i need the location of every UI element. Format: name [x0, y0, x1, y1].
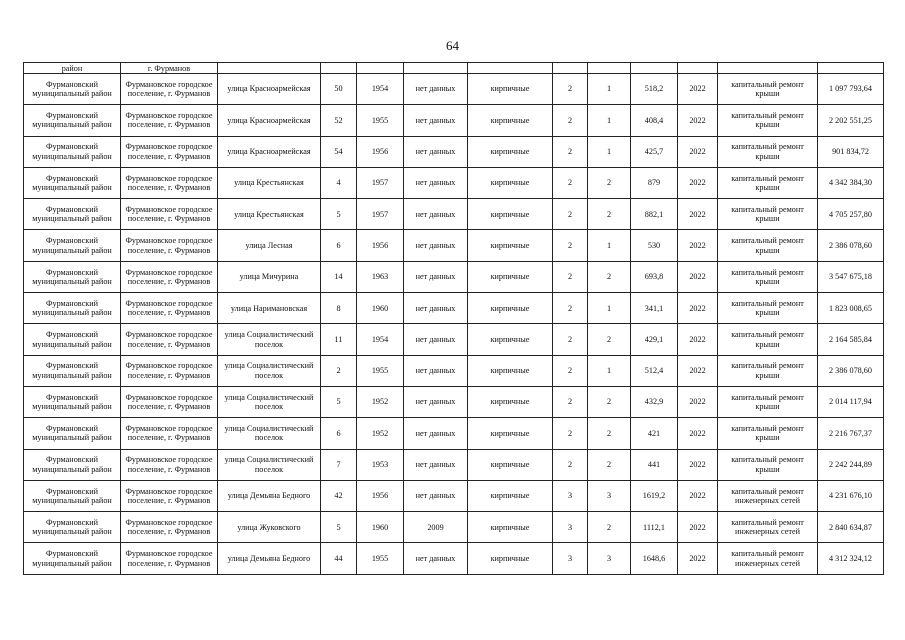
page-number: 64 — [446, 38, 459, 53]
cell-entrances: 1 — [588, 293, 631, 324]
cell-plan-year: 2022 — [678, 355, 718, 386]
cell-cost: 2 202 551,25 — [818, 105, 884, 136]
table-row — [24, 199, 884, 230]
cell-area: 1619,2 — [631, 480, 678, 511]
cell-work: капитальный ремонт крыши — [718, 355, 818, 386]
cell-cost: 3 547 675,18 — [818, 261, 884, 292]
cell-entrances: 2 — [588, 167, 631, 198]
table-row — [24, 105, 884, 136]
cell-renovation: нет данных — [404, 230, 468, 261]
cell-area: 1112,1 — [631, 512, 678, 543]
cell-work: капитальный ремонт крыши — [718, 386, 818, 417]
cell-street: улица Красноармейская — [218, 74, 321, 105]
cell-entrances: 1 — [588, 136, 631, 167]
cell-settlement: Фурмановское городское поселение, г. Фурманов — [121, 449, 218, 480]
cell-walls: кирпичные — [468, 355, 553, 386]
cell-walls: кирпичные — [468, 74, 553, 105]
cell-work: капитальный ремонт крыши — [718, 136, 818, 167]
cell-area: 429,1 — [631, 324, 678, 355]
cell-plan-year: 2022 — [678, 543, 718, 574]
cell-floors: 2 — [553, 449, 588, 480]
cell-settlement: Фурмановское городское поселение, г. Фурманов — [121, 293, 218, 324]
cell-entrances: 1 — [588, 230, 631, 261]
cell-work: капитальный ремонт крыши — [718, 105, 818, 136]
cell-entrances: 2 — [588, 199, 631, 230]
cell-renovation: нет данных — [404, 167, 468, 198]
cell-cost: 4 342 384,30 — [818, 167, 884, 198]
cell-area: 432,9 — [631, 386, 678, 417]
cell-renovation: нет данных — [404, 449, 468, 480]
cell-district: Фурмановский муниципальный район — [24, 167, 121, 198]
cell-floors: 2 — [553, 355, 588, 386]
cell-street: улица Крестьянская — [218, 199, 321, 230]
cell-work: капитальный ремонт крыши — [718, 199, 818, 230]
cell-area: 882,1 — [631, 199, 678, 230]
cell-renovation: нет данных — [404, 324, 468, 355]
cell-year: 1956 — [357, 230, 404, 261]
table-row — [24, 512, 884, 543]
cell-renovation: нет данных — [404, 261, 468, 292]
cell-cost: 901 834,72 — [818, 136, 884, 167]
cell-floors: 2 — [553, 293, 588, 324]
cell-walls: кирпичные — [468, 261, 553, 292]
cell-entrances: 2 — [588, 418, 631, 449]
cell-work: капитальный ремонт инженерных сетей — [718, 543, 818, 574]
cell-house: 5 — [321, 512, 357, 543]
table-row — [24, 418, 884, 449]
cell-house: 7 — [321, 449, 357, 480]
cell-street: улица Социалистический поселок — [218, 418, 321, 449]
cell-district: Фурмановский муниципальный район — [24, 230, 121, 261]
cell-settlement: Фурмановское городское поселение, г. Фурманов — [121, 355, 218, 386]
cell-plan-year: 2022 — [678, 418, 718, 449]
cell-entrances: 3 — [588, 543, 631, 574]
cell-work: капитальный ремонт инженерных сетей — [718, 512, 818, 543]
cell-settlement: Фурмановское городское поселение, г. Фурманов — [121, 199, 218, 230]
cell-walls: кирпичные — [468, 324, 553, 355]
cell-year: 1953 — [357, 449, 404, 480]
cell-entrances: 2 — [588, 324, 631, 355]
cell-entrances: 1 — [588, 74, 631, 105]
cell-work: капитальный ремонт крыши — [718, 293, 818, 324]
cell-renovation: 2009 — [404, 512, 468, 543]
cell-plan-year: 2022 — [678, 261, 718, 292]
cell-settlement: г. Фурманов — [121, 63, 218, 74]
table-row — [24, 230, 884, 261]
cell-year: 1957 — [357, 199, 404, 230]
cell-cost: 2 164 585,84 — [818, 324, 884, 355]
cell-walls: кирпичные — [468, 543, 553, 574]
cell-walls: кирпичные — [468, 105, 553, 136]
cell-house: 42 — [321, 480, 357, 511]
cell-cost: 2 386 078,60 — [818, 355, 884, 386]
cell-renovation: нет данных — [404, 418, 468, 449]
cell-year: 1952 — [357, 386, 404, 417]
cell-year: 1952 — [357, 418, 404, 449]
cell-district: Фурмановский муниципальный район — [24, 543, 121, 574]
cell-year: 1954 — [357, 74, 404, 105]
cell-cost: 4 231 676,10 — [818, 480, 884, 511]
cell-house: 11 — [321, 324, 357, 355]
cell-walls: кирпичные — [468, 293, 553, 324]
cell-floors: 2 — [553, 230, 588, 261]
cell-house: 4 — [321, 167, 357, 198]
table-row — [24, 480, 884, 511]
cell-district: Фурмановский муниципальный район — [24, 199, 121, 230]
cell-district: Фурмановский муниципальный район — [24, 293, 121, 324]
cell-year: 1960 — [357, 293, 404, 324]
cell-settlement: Фурмановское городское поселение, г. Фурманов — [121, 261, 218, 292]
cell-floors: 2 — [553, 418, 588, 449]
cell-district: район — [24, 63, 121, 74]
cell-settlement: Фурмановское городское поселение, г. Фурманов — [121, 136, 218, 167]
cell-floors: 3 — [553, 480, 588, 511]
cell-cost: 4 705 257,80 — [818, 199, 884, 230]
cell-street: улица Красноармейская — [218, 136, 321, 167]
cell-house: 52 — [321, 105, 357, 136]
cell-house: 6 — [321, 418, 357, 449]
cell-walls: кирпичные — [468, 167, 553, 198]
table-row — [24, 167, 884, 198]
cell-renovation: нет данных — [404, 386, 468, 417]
cell-plan-year: 2022 — [678, 512, 718, 543]
cell-district: Фурмановский муниципальный район — [24, 449, 121, 480]
table-row — [24, 355, 884, 386]
cell-floors: 2 — [553, 324, 588, 355]
cell-floors: 2 — [553, 74, 588, 105]
cell-street: улица Наримановская — [218, 293, 321, 324]
cell-cost: 1 097 793,64 — [818, 74, 884, 105]
cell-settlement: Фурмановское городское поселение, г. Фурманов — [121, 418, 218, 449]
cell-district: Фурмановский муниципальный район — [24, 386, 121, 417]
cell-district: Фурмановский муниципальный район — [24, 418, 121, 449]
table-row — [24, 386, 884, 417]
cell-house: 8 — [321, 293, 357, 324]
cell-renovation: нет данных — [404, 480, 468, 511]
cell-settlement: Фурмановское городское поселение, г. Фурманов — [121, 512, 218, 543]
cell-entrances: 2 — [588, 261, 631, 292]
cell-floors: 2 — [553, 199, 588, 230]
cell-year: 1955 — [357, 543, 404, 574]
cell-floors: 2 — [553, 386, 588, 417]
cell-plan-year: 2022 — [678, 105, 718, 136]
cell-district: Фурмановский муниципальный район — [24, 512, 121, 543]
cell-plan-year: 2022 — [678, 386, 718, 417]
cell-house: 2 — [321, 355, 357, 386]
cell-work: капитальный ремонт инженерных сетей — [718, 480, 818, 511]
cell-house: 54 — [321, 136, 357, 167]
cell-floors: 2 — [553, 136, 588, 167]
houses-table — [23, 62, 884, 575]
cell-renovation: нет данных — [404, 355, 468, 386]
cell-district: Фурмановский муниципальный район — [24, 355, 121, 386]
cell-year: 1956 — [357, 136, 404, 167]
cell-street: улица Лесная — [218, 230, 321, 261]
cell-house: 5 — [321, 199, 357, 230]
cell-street: улица Крестьянская — [218, 167, 321, 198]
cell-year: 1957 — [357, 167, 404, 198]
cell-street: улица Мичурина — [218, 261, 321, 292]
cell-plan-year: 2022 — [678, 293, 718, 324]
cell-area: 518,2 — [631, 74, 678, 105]
table-row — [24, 136, 884, 167]
cell-walls: кирпичные — [468, 418, 553, 449]
cell-entrances: 2 — [588, 386, 631, 417]
cell-floors: 3 — [553, 543, 588, 574]
cell-house: 5 — [321, 386, 357, 417]
table-row — [24, 74, 884, 105]
cell-plan-year: 2022 — [678, 136, 718, 167]
cell-settlement: Фурмановское городское поселение, г. Фурманов — [121, 74, 218, 105]
cell-area: 1648,6 — [631, 543, 678, 574]
table-row — [24, 449, 884, 480]
cell-district: Фурмановский муниципальный район — [24, 74, 121, 105]
cell-area: 693,8 — [631, 261, 678, 292]
cell-cost: 2 840 634,87 — [818, 512, 884, 543]
cell-area: 341,1 — [631, 293, 678, 324]
table-body — [24, 63, 884, 575]
cell-street: улица Демьяна Бедного — [218, 480, 321, 511]
cell-area: 512,4 — [631, 355, 678, 386]
cell-area: 530 — [631, 230, 678, 261]
cell-entrances: 1 — [588, 355, 631, 386]
cell-district: Фурмановский муниципальный район — [24, 136, 121, 167]
cell-walls: кирпичные — [468, 199, 553, 230]
cell-cost: 1 823 008,65 — [818, 293, 884, 324]
cell-street: улица Социалистический поселок — [218, 449, 321, 480]
cell-year: 1960 — [357, 512, 404, 543]
cell-area: 408,4 — [631, 105, 678, 136]
cell-settlement: Фурмановское городское поселение, г. Фурманов — [121, 543, 218, 574]
cell-street: улица Демьяна Бедного — [218, 543, 321, 574]
cell-area: 441 — [631, 449, 678, 480]
cell-district: Фурмановский муниципальный район — [24, 261, 121, 292]
cell-district: Фурмановский муниципальный район — [24, 480, 121, 511]
cell-area: 425,7 — [631, 136, 678, 167]
cell-street: улица Социалистический поселок — [218, 324, 321, 355]
table-row-partial — [24, 63, 884, 74]
cell-house: 14 — [321, 261, 357, 292]
cell-work: капитальный ремонт крыши — [718, 261, 818, 292]
cell-settlement: Фурмановское городское поселение, г. Фурманов — [121, 324, 218, 355]
table-row — [24, 324, 884, 355]
cell-cost: 2 242 244,89 — [818, 449, 884, 480]
cell-settlement: Фурмановское городское поселение, г. Фурманов — [121, 167, 218, 198]
cell-walls: кирпичные — [468, 386, 553, 417]
cell-entrances: 3 — [588, 480, 631, 511]
cell-walls: кирпичные — [468, 512, 553, 543]
cell-work: капитальный ремонт крыши — [718, 418, 818, 449]
cell-floors: 3 — [553, 512, 588, 543]
cell-renovation: нет данных — [404, 293, 468, 324]
cell-plan-year: 2022 — [678, 199, 718, 230]
cell-house: 50 — [321, 74, 357, 105]
cell-year: 1955 — [357, 105, 404, 136]
cell-plan-year: 2022 — [678, 230, 718, 261]
table-row — [24, 261, 884, 292]
cell-settlement: Фурмановское городское поселение, г. Фурманов — [121, 480, 218, 511]
cell-plan-year: 2022 — [678, 449, 718, 480]
cell-district: Фурмановский муниципальный район — [24, 105, 121, 136]
cell-cost: 2 216 767,37 — [818, 418, 884, 449]
cell-district: Фурмановский муниципальный район — [24, 324, 121, 355]
cell-work: капитальный ремонт крыши — [718, 449, 818, 480]
cell-year: 1954 — [357, 324, 404, 355]
cell-walls: кирпичные — [468, 136, 553, 167]
cell-settlement: Фурмановское городское поселение, г. Фурманов — [121, 386, 218, 417]
cell-street: улица Красноармейская — [218, 105, 321, 136]
cell-renovation: нет данных — [404, 74, 468, 105]
cell-work: капитальный ремонт крыши — [718, 324, 818, 355]
cell-settlement: Фурмановское городское поселение, г. Фурманов — [121, 230, 218, 261]
cell-entrances: 1 — [588, 105, 631, 136]
cell-settlement: Фурмановское городское поселение, г. Фурманов — [121, 105, 218, 136]
cell-area: 421 — [631, 418, 678, 449]
cell-renovation: нет данных — [404, 199, 468, 230]
cell-floors: 2 — [553, 167, 588, 198]
table-row — [24, 543, 884, 574]
cell-year: 1963 — [357, 261, 404, 292]
cell-street: улица Жуковского — [218, 512, 321, 543]
table-row — [24, 293, 884, 324]
cell-street: улица Социалистический поселок — [218, 355, 321, 386]
cell-renovation: нет данных — [404, 543, 468, 574]
cell-walls: кирпичные — [468, 230, 553, 261]
cell-year: 1956 — [357, 480, 404, 511]
cell-plan-year: 2022 — [678, 74, 718, 105]
cell-area: 879 — [631, 167, 678, 198]
cell-work: капитальный ремонт крыши — [718, 230, 818, 261]
cell-floors: 2 — [553, 105, 588, 136]
cell-work: капитальный ремонт крыши — [718, 167, 818, 198]
cell-cost: 2 014 117,94 — [818, 386, 884, 417]
cell-entrances: 2 — [588, 449, 631, 480]
cell-cost: 2 386 078,60 — [818, 230, 884, 261]
cell-cost: 4 312 324,12 — [818, 543, 884, 574]
cell-year: 1955 — [357, 355, 404, 386]
cell-plan-year: 2022 — [678, 324, 718, 355]
cell-house: 44 — [321, 543, 357, 574]
cell-plan-year: 2022 — [678, 480, 718, 511]
cell-work: капитальный ремонт крыши — [718, 74, 818, 105]
cell-renovation: нет данных — [404, 105, 468, 136]
cell-plan-year: 2022 — [678, 167, 718, 198]
cell-walls: кирпичные — [468, 449, 553, 480]
cell-walls: кирпичные — [468, 480, 553, 511]
cell-floors: 2 — [553, 261, 588, 292]
cell-house: 6 — [321, 230, 357, 261]
cell-street: улица Социалистический поселок — [218, 386, 321, 417]
cell-renovation: нет данных — [404, 136, 468, 167]
cell-entrances: 2 — [588, 512, 631, 543]
